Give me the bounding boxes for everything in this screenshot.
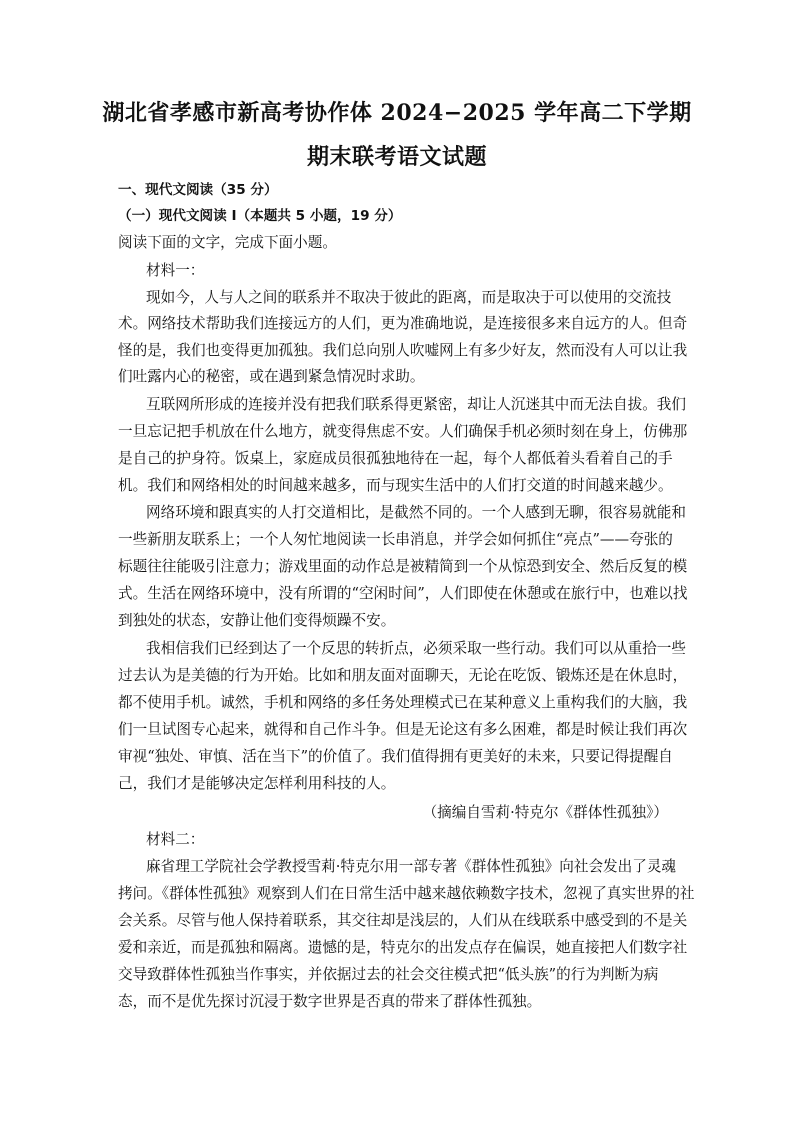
subsection-heading: （一）现代文阅读 I（本题共 5 小题，19 分） <box>118 208 402 224</box>
paragraph-line: 机。我们和网络相处的时间越来越多，而与现实生活中的人们打交道的时间越来越少。 <box>118 477 673 494</box>
paragraph-line: 一些新朋友联系上；一个人匆忙地阅读一长串消息，并学会如何抓住“亮点”——夸张的 <box>118 531 673 548</box>
paragraph-line: 过去认为是美德的行为开始。比如和朋友面对面聊天，无论在吃饭、锻炼还是在休息时， <box>118 667 688 684</box>
paragraph-line: 己，我们才是能够决定怎样利用科技的人。 <box>118 775 396 792</box>
page-title-line2: 期末联考语文试题 <box>306 144 487 170</box>
instruction-text: 阅读下面的文字，完成下面小题。 <box>118 234 337 251</box>
material2-label: 材料二： <box>146 831 205 848</box>
paragraph-line: 是自己的护身符。饭桌上，家庭成员很孤独地待在一起，每个人都低着头看着自己的手 <box>118 450 673 467</box>
page-title-line1: 湖北省孝感市新高考协作体 2024−2025 学年高二下学期 <box>102 100 692 126</box>
paragraph-line: 现如今，人与人之间的联系并不取决于彼此的距离，而是取决于可以使用的交流技 <box>146 289 672 306</box>
paragraph-line: 们吐露内心的秘密，或在遇到紧急情况时求助。 <box>118 368 425 385</box>
paragraph-line: 审视“独处、审慎、活在当下”的价值了。我们值得拥有更美好的未来，只要记得提醒自 <box>118 748 673 765</box>
paragraph-line: 式。生活在网络环境中，没有所谓的“空闲时间”，人们即使在休憩或在旅行中，也难以找 <box>118 585 688 602</box>
paragraph-line: 都不使用手机。诚然，手机和网络的多任务处理模式已在某种意义上重构我们的大脑，我 <box>118 694 688 711</box>
paragraph-line: 互联网所形成的连接并没有把我们联系得更紧密，却让人沉迷其中而无法自拔。我们 <box>146 396 686 413</box>
paragraph-line: 术。网络技术帮助我们连接远方的人们，更为准确地说，是连接很多来自远方的人。但奇 <box>118 315 688 332</box>
source-citation: （摘编自雪莉·特克尔《群体性孤独》） <box>422 804 668 821</box>
paragraph-line: 怪的是，我们也变得更加孤独。我们总向别人吹嘘网上有多少好友，然而没有人可以让我 <box>118 342 688 359</box>
paragraph-line: 标题往往能吸引注意力；游戏里面的动作总是被精简到一个从惊恐到安全、然后反复的模 <box>118 558 688 575</box>
paragraph-line: 一旦忘记把手机放在什么地方，就变得焦虑不安。人们确保手机必须时刻在身上，仿佛那 <box>118 423 688 440</box>
paragraph-line: 爱和亲近，而是孤独和隔离。遗憾的是，特克尔的出发点存在偏误，她直接把人们数字社 <box>118 939 688 956</box>
paragraph-line: 到独处的状态，安静让他们变得烦躁不安。 <box>118 612 396 629</box>
paragraph-line: 交导致群体性孤独当作事实，并依据过去的社会交往模式把“低头族”的行为判断为病 <box>118 966 659 983</box>
material1-label: 材料一： <box>146 262 205 279</box>
paragraph-line: 我相信我们已经到达了一个反思的转折点，必须采取一些行动。我们可以从重拾一些 <box>146 640 686 657</box>
paragraph-line: 会关系。尽管与他人保持着联系，其交往却是浅层的，人们从在线联系中感受到的不是关 <box>118 912 688 929</box>
paragraph-line: 态，而不是优先探讨沉浸于数字世界是否真的带来了群体性孤独。 <box>118 993 542 1010</box>
paragraph-line: 网络环境和跟真实的人打交道相比，是截然不同的。一个人感到无聊，很容易就能和 <box>146 504 686 521</box>
paragraph-line: 们一旦试图专心起来，就得和自己作斗争。但是无论这有多么困难，都是时候让我们再次 <box>118 721 688 738</box>
paragraph-line: 拷问。《群体性孤独》观察到人们在日常生活中越来越依赖数字技术，忽视了真实世界的社 <box>118 885 695 902</box>
paragraph-line: 麻省理工学院社会学教授雪莉·特克尔用一部专著《群体性孤独》向社会发出了灵魂 <box>146 858 677 875</box>
section-heading: 一、现代文阅读（35 分） <box>118 182 278 198</box>
